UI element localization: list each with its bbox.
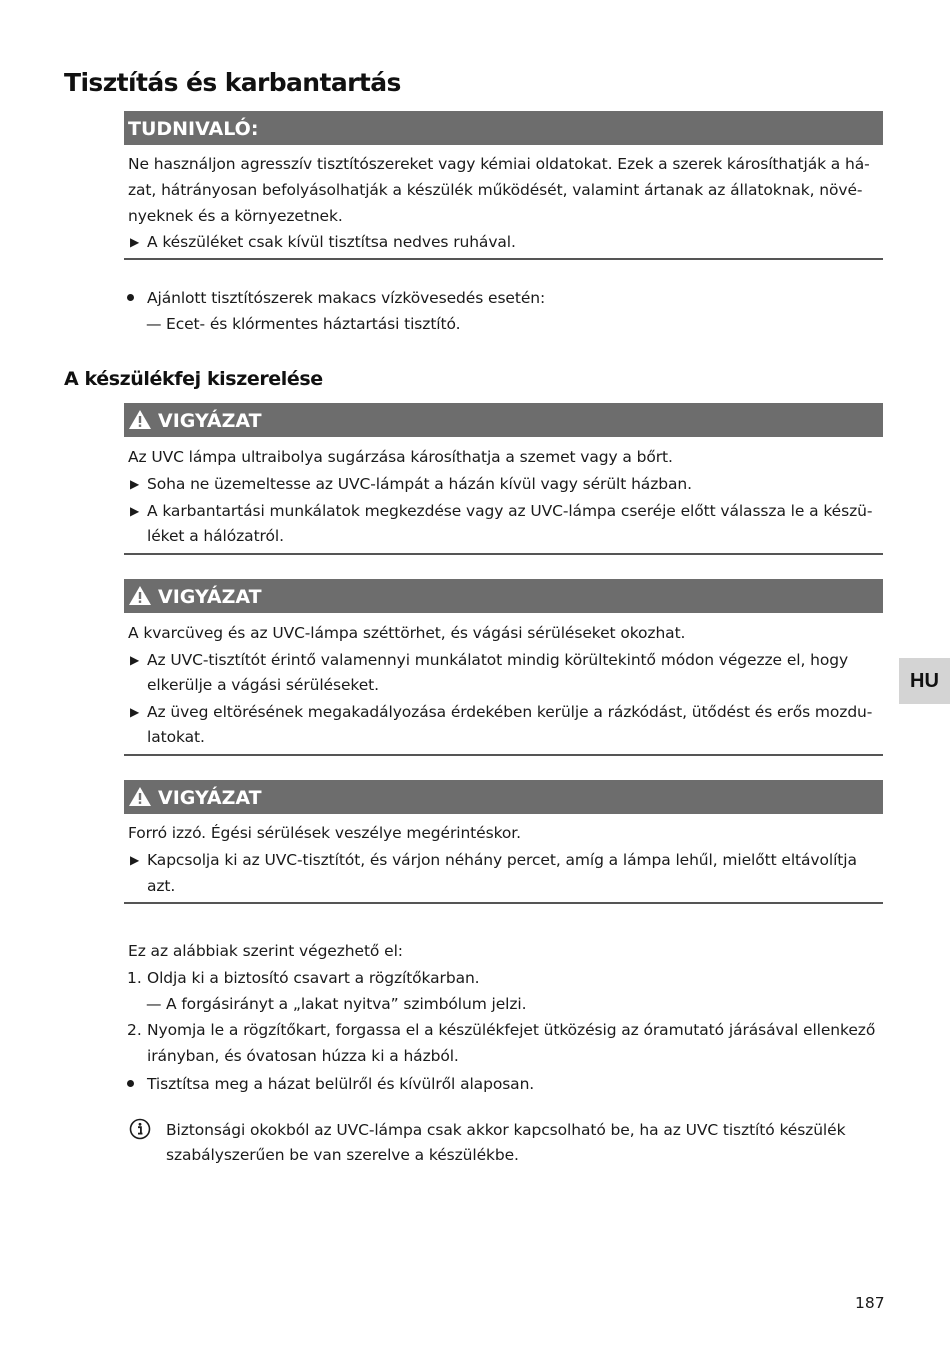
warning-step: Soha ne üzemeltesse az UVC-lámpát a házán kívül vagy sérült házban. [147,475,692,493]
list-item: Tisztítsa meg a házat belülről és kívülről alaposan. [147,1075,535,1093]
arrow-icon: ▶ [130,504,140,518]
arrow-icon: ▶ [130,235,140,249]
arrow-icon: ▶ [130,653,140,667]
step-subitem: A forgásirányt a „lakat nyitva” szimbólum jelzi. [166,995,527,1013]
warning-icon [128,786,152,807]
warning-step: Kapcsolja ki az UVC-tisztítót, és várjon néhány percet, amíg a lámpa lehűl, mielőtt eltávolítja [147,851,857,869]
arrow-icon: ▶ [130,853,140,867]
warning-label: VIGYÁZAT [158,787,262,809]
warning-icon [128,409,152,430]
procedure-intro: Ez az alábbiak szerint végezhető el: [128,942,403,960]
arrow-icon: ▶ [130,477,140,491]
warning-label: VIGYÁZAT [158,586,262,608]
step-number: 1. [127,969,142,987]
divider [124,258,883,260]
step-number: 2. [127,1021,142,1039]
language-tab: HU [899,658,950,704]
notice-header [124,111,883,145]
info-text-cont: szabályszerűen be van szerelve a készülékbe. [166,1146,519,1164]
step-text: Oldja ki a biztosító csavart a rögzítőkarban. [147,969,480,987]
list-item: Ajánlott tisztítószerek makacs vízkövesedés esetén: [147,289,546,307]
divider [124,553,883,555]
list-subitem: Ecet- és klórmentes háztartási tisztító. [166,315,461,333]
warning-step: A karbantartási munkálatok megkezdése vagy az UVC-lámpa cseréje előtt válassza le a készü- [147,502,873,520]
warning-step: Az UVC-tisztítót érintő valamennyi munkálatot mindig körültekintő módon végezze el, hogy [147,651,849,669]
warning-header [124,579,883,613]
info-text: Biztonsági okokból az UVC-lámpa csak akkor kapcsolható be, ha az UVC tisztító készülék [166,1121,846,1139]
warning-label: VIGYÁZAT [158,410,262,432]
divider [124,902,883,904]
notice-text-line: Ne használjon agresszív tisztítószereket vagy kémiai oldatokat. Ezek a szerek károsíthatják a há- [128,155,870,173]
warning-step-cont: elkerülje a vágási sérüléseket. [147,676,379,694]
section-title: A készülékfej kiszerelése [64,368,323,390]
warning-step-cont: léket a hálózatról. [147,527,284,545]
page-number: 187 [855,1294,885,1312]
warning-header [124,403,883,437]
bullet-icon [127,1080,134,1087]
warning-step: Az üveg eltörésének megakadályozása érdekében kerülje a rázkódást, ütődést és erős mozdu- [147,703,873,721]
warning-text: Forró izzó. Égési sérülések veszélye megérintéskor. [128,824,521,842]
notice-text-line: nyeknek és a környezetnek. [128,207,343,225]
dash-icon: — [146,995,162,1013]
warning-icon [128,585,152,606]
warning-text: Az UVC lámpa ultraibolya sugárzása károsíthatja a szemet vagy a bőrt. [128,448,673,466]
bullet-icon [127,294,134,301]
notice-text-line: zat, hátrányosan befolyásolhatják a készülék működését, valamint ártanak az állatoknak, növé- [128,181,863,199]
page-title: Tisztítás és karbantartás [64,68,401,97]
warning-step-cont: azt. [147,877,176,895]
dash-icon: — [146,315,162,333]
notice-label: TUDNIVALÓ: [128,118,259,140]
divider [124,754,883,756]
notice-step: A készüléket csak kívül tisztítsa nedves ruhával. [147,233,516,251]
arrow-icon: ▶ [130,705,140,719]
step-text: Nyomja le a rögzítőkart, forgassa el a készülékfejet ütközésig az óramutató járásával ellenkező [147,1021,876,1039]
info-icon [129,1118,151,1140]
warning-step-cont: latokat. [147,728,205,746]
warning-header [124,780,883,814]
step-text-cont: irányban, és óvatosan húzza ki a házból. [147,1047,459,1065]
warning-text: A kvarcüveg és az UVC-lámpa széttörhet, és vágási sérüléseket okozhat. [128,624,686,642]
